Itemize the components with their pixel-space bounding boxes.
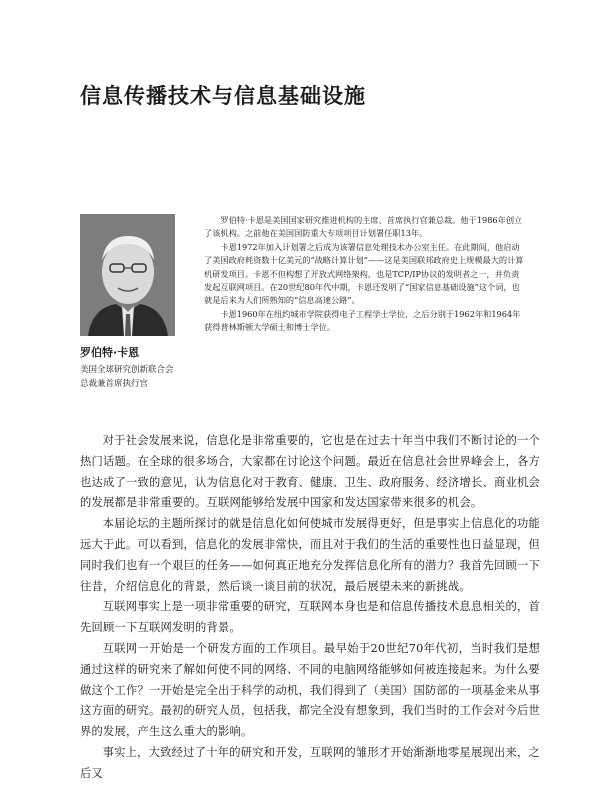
body-paragraph: 本届论坛的主题所探讨的就是信息化如何使城市发展得更好，但是事实上信息化的功能远大于此。可以看到，信息化的发展非常快，而且对于我们的生活的重要性也日益显现，但同时我们也有一个艰巨的任务——如何真正地充分发挥信息化所有的潜力？我首先回顾一下往昔，介绍信息化的背景，然后谈一谈目前的状况，最后展望未来的新挑战。	[80, 517, 540, 593]
person-title	[80, 363, 174, 391]
body-paragraph: 互联网事实上是一项非常重要的研究，互联网本身也是和信息传播技术息息相关的，首先回顾一下互联网发明的背景。	[80, 600, 540, 635]
body-paragraph: 互联网一开始是一个研发方面的工作项目。最早始于20世纪70年代初，当时我们是想通过这样的研究来了解如何使不同的网络、不同的电脑网络能够如何被连接起来。为什么要做这个工作？一开始是完全出于科学的动机，我们得到了（美国）国防部的一项基金来从事这方面的研究。最初的研究人员，包括我，都完全没有想象到，我们当时的工作会对今后世界的发展，产生这么重大的影响。	[80, 641, 540, 739]
person-title-line: 总裁兼首席执行官	[80, 379, 149, 389]
portrait-image	[80, 214, 175, 336]
body-paragraph: 对于社会发展来说，信息化是非常重要的，它也是在过去十年当中我们不断讨论的一个热门话题。在全球的很多场合，大家都在讨论这个问题。最近在信息社会世界峰会上，各方也达成了一致的意见，认为信息化对于教育、健康、卫生、政府服务、经济增长、商业机会的发展都是非常重要的。互联网能够给发展中国家和发达国家带来很多的机会。	[80, 434, 540, 510]
portrait-photo	[80, 214, 175, 336]
bio-paragraph: 卡恩1960年在纽约城市学院获得电子工程学士学位，之后分别于1962年和1964年获得普林斯顿大学硕士和博士学位。	[204, 308, 521, 333]
person-title-line: 美国全球研究创新联合会	[80, 365, 174, 375]
person-name: 罗伯特·卡恩	[80, 346, 140, 359]
biography	[204, 214, 524, 335]
page-title: 信息传播技术与信息基础设施	[80, 84, 366, 108]
bio-paragraph: 卡恩1972年加入计划署之后成为该署信息处理技术办公室主任。在此期间，他启动了美国政府耗资数十亿美元的“战略计算计划”——这是美国联邦政府史上规模最大的计算机研发项目。卡恩不但构想了开放式网络架构，也是TCP/IP协议的发明者之一，并负责发起互联网项目。在20世纪80年代中期，卡恩还发明了“国家信息基础设施”这个词，也就是后来为人们所熟知的“信息高速公路”。	[204, 241, 524, 306]
body-text	[80, 431, 540, 785]
bio-paragraph: 罗伯特·卡恩是美国国家研究推进机构的主席、首席执行官兼总裁。他于1986年创立了该机构。之前他在美国国防重大专项项目计划署任职13年。	[204, 215, 523, 239]
body-paragraph: 事实上，大致经过了十年的研究和开发，互联网的雏形才开始渐渐地零星展现出来，之后又	[80, 745, 540, 780]
